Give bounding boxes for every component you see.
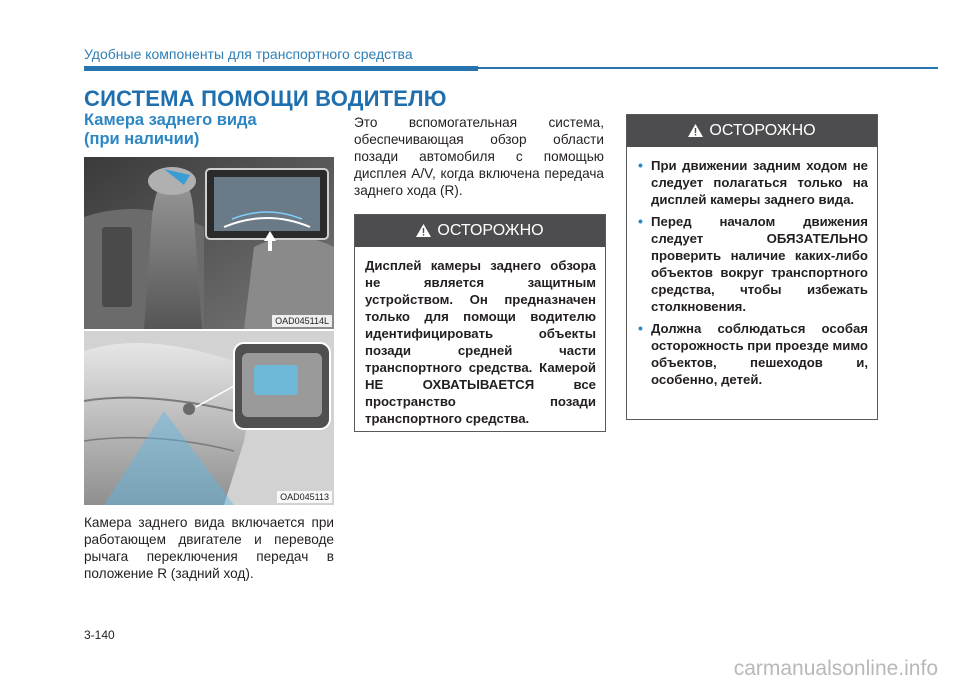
caution-header (355, 215, 605, 247)
chapter-header: Удобные компоненты для транспортного средства (84, 46, 413, 62)
caution-bullet-item: • Перед началом движения следует ОБЯЗАТЕЛЬНО проверить наличие каких-либо объектов вокруг транспортного средства, чтобы избежать столкновения. (638, 213, 868, 314)
col1-paragraph: Камера заднего вида включается при работающем двигателе и переводе рычага переключения передач в положение R (задний ход). (84, 515, 334, 581)
header-rule-thin (478, 67, 938, 69)
caution-box-2 (626, 114, 878, 420)
bullet-dot-icon: • (638, 320, 643, 336)
subsection-title (84, 111, 324, 149)
rear-camera-car-photo-icon (84, 331, 334, 505)
caution-bullet-item: • При движении задним ходом не следует полагаться только на дисплей камеры заднего вида. (638, 157, 868, 207)
caution-bullet-list (627, 147, 877, 388)
section-title: СИСТЕМА ПОМОЩИ ВОДИТЕЛЮ (84, 86, 447, 111)
col2-paragraph: Это вспомогательная система, обеспечивающая обзор области позади автомобиля с помощью дисплея A/V, когда включена передача заднего хода (R). (354, 115, 604, 198)
subsection-title-line1: Камера заднего вида (84, 111, 257, 129)
caution-text: Дисплей камеры заднего обзора не является защитным устройством. Он предназначен только для помощи водителю идентифицировать объекты позади средней части транспортного средства. Камерой НЕ ОХВАТЫВАЕТСЯ все пространство позади транспортного средства. (365, 258, 596, 426)
page-number: 3-140 (84, 628, 115, 642)
figure-gear-shifter (84, 157, 334, 329)
bullet-dot-icon: • (638, 213, 643, 229)
caution-title: ОСТОРОЖНО (437, 222, 544, 239)
caution-title: ОСТОРОЖНО (709, 122, 816, 139)
caution-bullet-item: • Должна соблюдаться особая осторожность при проезде мимо объектов, пешеходов и, особенно, детей. (638, 320, 868, 387)
bullet-dot-icon: • (638, 157, 643, 173)
figure-rear-camera (84, 331, 334, 505)
figure-caption: OAD045114L (272, 315, 332, 327)
header-rule-thick (84, 66, 478, 71)
figure-caption: OAD045113 (277, 491, 332, 503)
subsection-title-line2: (при наличии) (84, 130, 200, 148)
watermark: carmanualsonline.info (733, 657, 938, 680)
caution-header (627, 115, 877, 147)
gear-shifter-display-photo-icon (84, 157, 334, 329)
warning-triangle-icon (688, 117, 703, 149)
warning-triangle-icon (416, 217, 431, 249)
caution-box-1 (354, 214, 606, 432)
